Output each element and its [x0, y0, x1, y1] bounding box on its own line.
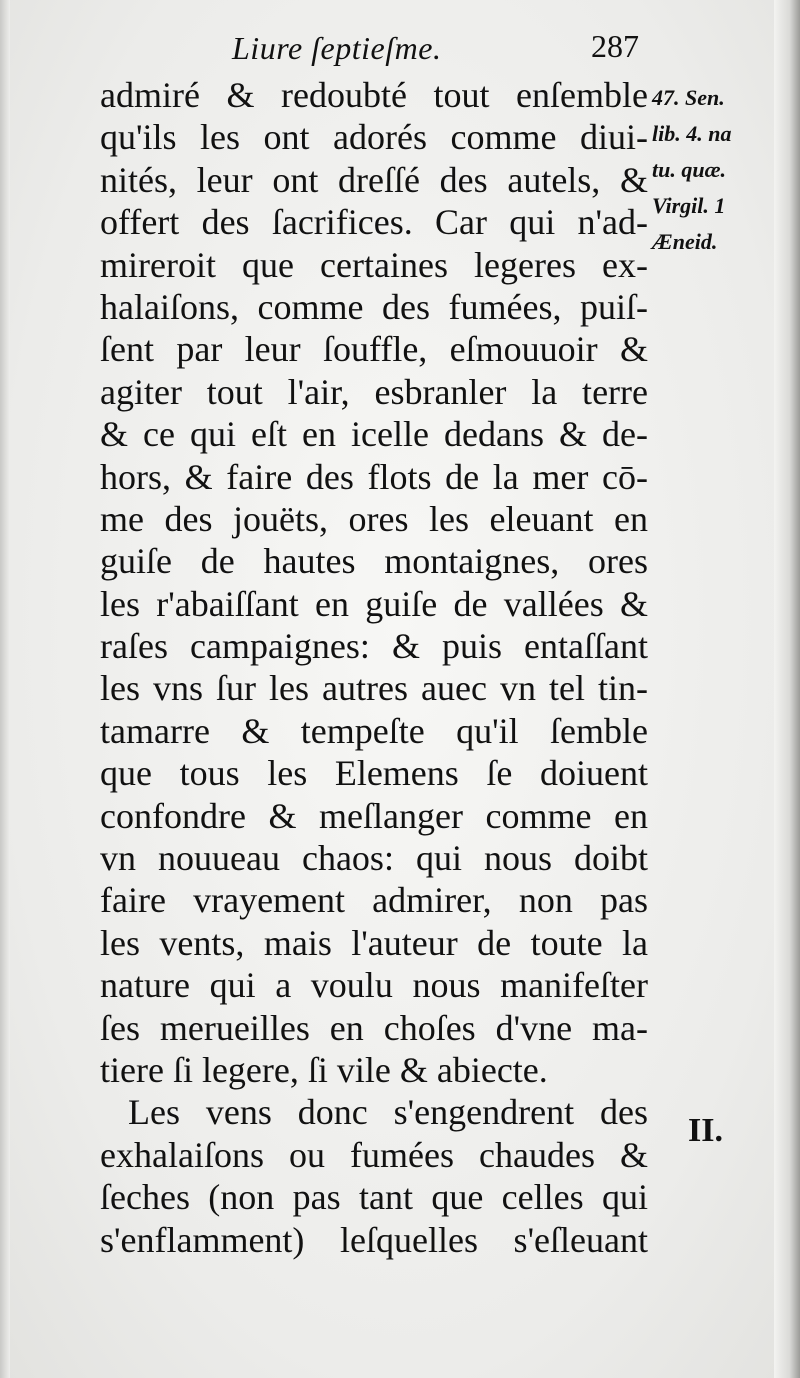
text-line: les vns ſur les autres auec vn tel tin-: [100, 668, 648, 709]
text-line: halaiſons, comme des fumées, puiſ-: [100, 286, 648, 327]
running-title: Liure ſeptieſme.: [232, 30, 442, 66]
text-line: vn nouueau chaos: qui nous doibt: [100, 838, 648, 879]
text-line: les vents, mais l'auteur de toute la: [100, 922, 648, 963]
text-line: qu'ils les ont adorés comme diui-: [100, 117, 648, 158]
text-line: que tous les Elemens ſe doiuent: [100, 753, 648, 794]
text-line: confondre & meſlanger comme en: [100, 795, 648, 836]
page-header: [100, 28, 645, 72]
page-edge-shadow: [774, 0, 800, 1378]
text-line: nature qui a voulu nous manifeſter: [100, 965, 648, 1006]
text-line: ſent par leur ſouffle, eſmouuoir &: [100, 329, 648, 370]
text-line: les r'abaiſſant en guiſe de vallées &: [100, 583, 648, 624]
margin-note: tu. quæ.: [652, 157, 726, 182]
margin-note: Virgil. 1: [652, 193, 726, 218]
page-gutter-shadow: [0, 0, 10, 1378]
text-line: & ce qui eſt en icelle dedans & de-: [100, 414, 648, 455]
text-line: raſes campaignes: & puis entaſſant: [100, 626, 648, 667]
text-line: Les vens donc s'engendrent des: [128, 1092, 648, 1133]
text-line: s'enflamment) leſquelles s'eſleuant: [100, 1219, 648, 1260]
body-text: [100, 74, 648, 1261]
text-line: tamarre & tempeſte qu'il ſemble: [100, 710, 648, 751]
text-line: agiter tout l'air, esbranler la terre: [100, 371, 648, 412]
margin-note: lib. 4. na: [652, 121, 732, 146]
margin-note: 47. Sen.: [652, 85, 725, 110]
page-number: 287: [591, 28, 639, 64]
section-marker: II.: [688, 1112, 723, 1149]
text-line: exhalaiſons ou fumées chaudes &: [100, 1134, 648, 1175]
margin-note: Æneid.: [652, 229, 718, 254]
text-line: ſeches (non pas tant que celles qui: [100, 1177, 648, 1218]
text-line: ſes merueilles en choſes d'vne ma-: [100, 1007, 648, 1048]
text-line: faire vrayement admirer, non pas: [100, 880, 648, 921]
text-line: me des jouëts, ores les eleuant en: [100, 498, 648, 539]
text-line: mireroit que certaines legeres ex-: [100, 244, 648, 285]
margin-notes: [652, 80, 770, 260]
text-line: nités, leur ont dreſſé des autels, &: [100, 159, 648, 200]
text-line: guiſe de hautes montaignes, ores: [100, 541, 648, 582]
text-line: offert des ſacrifices. Car qui n'ad-: [100, 202, 648, 243]
text-line: admiré & redoubté tout enſemble: [100, 75, 648, 115]
text-line: hors, & faire des flots de la mer cō-: [100, 456, 648, 497]
text-line: tiere ſi legere, ſi vile & abiecte.: [100, 1049, 548, 1090]
